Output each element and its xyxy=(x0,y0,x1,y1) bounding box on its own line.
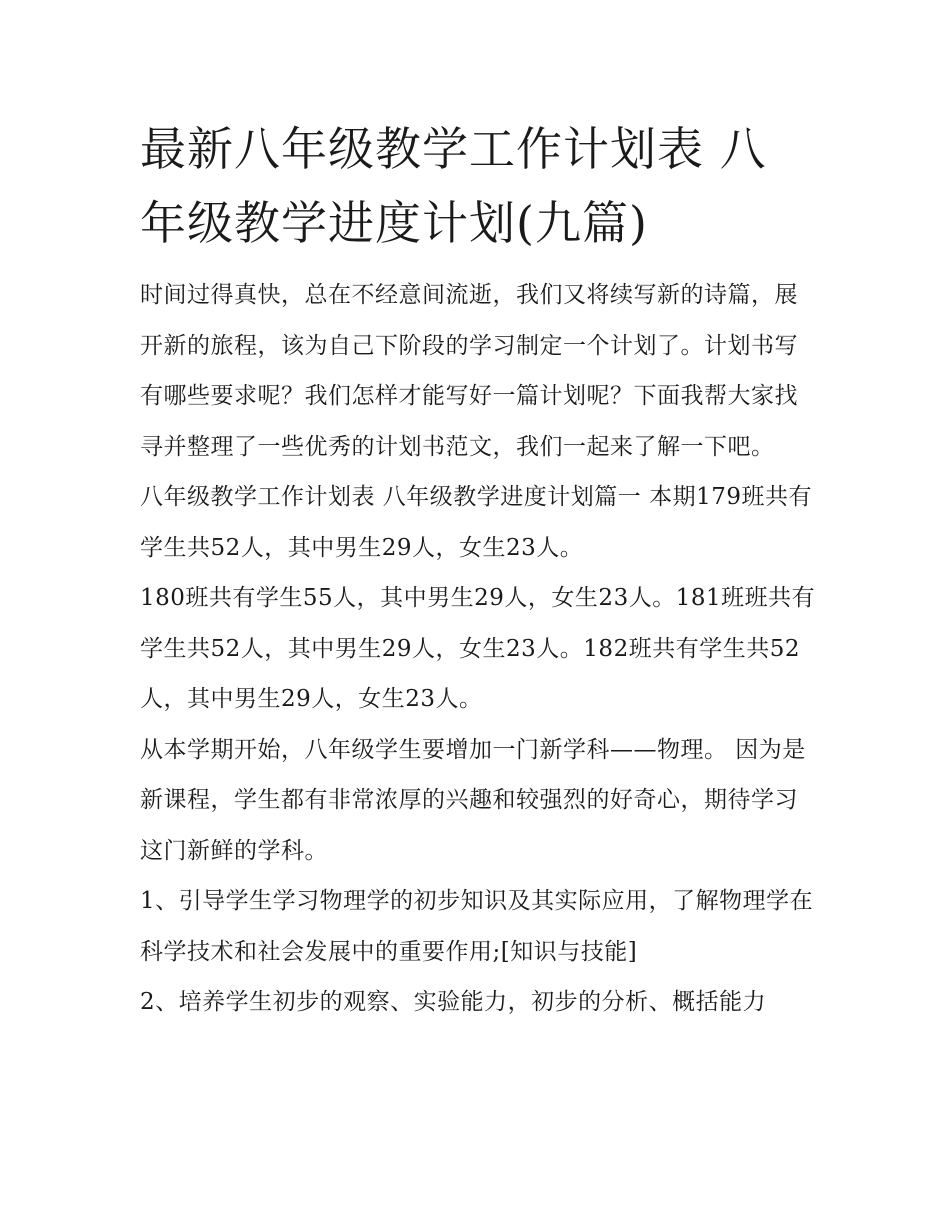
title-line-2: 年级教学进度计划(九篇) xyxy=(140,196,648,250)
document-title xyxy=(140,112,820,260)
goal-2-paragraph: 2、培养学生初步的观察、实验能力，初步的分析、概括能力 xyxy=(140,989,767,1015)
intro-paragraph: 时间过得真快，总在不经意间流逝，我们又将续写新的诗篇，展开新的旅程，该为自己下阶段的学习制定一个计划了。计划书写有哪些要求呢？我们怎样才能写好一篇计划呢？下面我帮大家找寻并整理了一些优秀的计划书范文，我们一起来了解一下吧。 xyxy=(140,282,798,460)
class-180-182-paragraph: 180班共有学生55人，其中男生29人，女生23人。181班班共有学生共52人，其中男生29人，女生23人。182班共有学生共52人，其中男生29人，女生23人。 xyxy=(140,585,816,712)
document-page xyxy=(140,112,820,1028)
title-line-1: 最新八年级教学工作计划表 八 xyxy=(140,122,767,176)
new-subject-paragraph: 从本学期开始，八年级学生要增加一门新学科——物理。 因为是新课程，学生都有非常浓厚的兴趣和较强烈的好奇心，期待学习这门新鲜的学科。 xyxy=(140,736,806,864)
class-179-paragraph: 八年级教学工作计划表 八年级教学进度计划篇一 本期179班共有学生共52人，其中男生29人，女生23人。 xyxy=(140,484,813,561)
goal-1-paragraph: 1、引导学生学习物理学的初步知识及其实际应用，了解物理学在科学技术和社会发展中的重要作用;[知识与技能] xyxy=(140,888,814,965)
